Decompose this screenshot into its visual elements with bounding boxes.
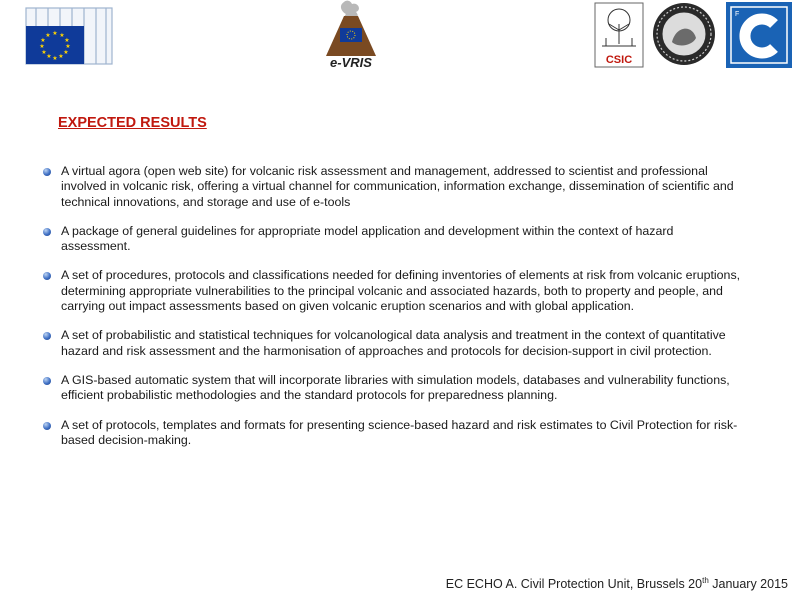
svg-text:★: ★: [52, 30, 58, 37]
svg-text:★: ★: [64, 37, 70, 44]
svg-text:★: ★: [52, 55, 58, 62]
bullet-icon: [43, 168, 51, 176]
bullet-icon: [43, 377, 51, 385]
bullet-icon: [43, 422, 51, 430]
csic-wordmark: CSIC: [605, 54, 633, 66]
eu-flag-small-icon: [340, 28, 362, 42]
svg-text:★: ★: [40, 37, 46, 44]
footer-suffix: January 2015: [708, 577, 788, 591]
svg-text:★: ★: [58, 53, 64, 60]
list-item-text: A GIS-based automatic system that will incorporate libraries with simulation models, databases and vulnerability functions, efficient probabilistic methodologies and the standard protocols for preparedness planning.: [61, 372, 730, 403]
footer-caption: [446, 576, 788, 591]
evris-logo: [316, 0, 386, 72]
list-item-text: A set of procedures, protocols and classifications needed for defining inventories of elements at risk from volcanic eruptions, determining appropriate vulnerabilities to the principal volcanic and associated hazards, both to property and people, and carrying out impact assessments based on given volcanic eruption scenarios and with global application.: [61, 268, 741, 314]
list-item: [40, 224, 744, 255]
list-item: [40, 418, 744, 449]
svg-text:★: ★: [45, 32, 51, 39]
list-item: [40, 328, 744, 359]
svg-text:★: ★: [65, 43, 71, 50]
university-seal-icon: [652, 2, 716, 66]
csic-logo: [594, 2, 644, 68]
footer-prefix: EC ECHO A. Civil Protection Unit, Brussels 20: [445, 577, 703, 591]
svg-text:★: ★: [46, 53, 52, 60]
list-item-text: A package of general guidelines for appropriate model application and development within the context of hazard assessment.: [61, 223, 674, 254]
c-logo-icon: [726, 2, 792, 68]
list-item: [40, 164, 744, 210]
evris-wordmark: e-VRIS: [330, 55, 372, 70]
expected-results-list: [40, 164, 744, 462]
svg-text:★: ★: [41, 49, 47, 56]
bullet-icon: [43, 228, 51, 236]
list-item-text: A set of probabilistic and statistical techniques for volcanological data analysis and treatment in the context of quantitative hazard and risk assessment and the harmonisation of approaches and protocols for decision-support in civil protection.: [61, 328, 726, 358]
list-item-text: A set of protocols, templates and formats for presenting science-based hazard and risk estimates to Civil Protection for risk-based decision-making.: [61, 417, 738, 447]
list-item: [40, 268, 744, 314]
section-heading: EXPECTED RESULTS: [58, 115, 207, 131]
svg-text:★: ★: [39, 43, 45, 50]
bullet-icon: [43, 332, 51, 340]
bullet-icon: [43, 272, 51, 280]
svg-text:★: ★: [59, 32, 65, 39]
footer-superscript: th: [702, 575, 709, 585]
list-item: [40, 373, 744, 404]
svg-text:★: ★: [63, 49, 69, 56]
eu-flag-icon: [26, 26, 84, 64]
list-item-text: A virtual agora (open web site) for volcanic risk assessment and management, addressed to scientist and professional involved in volcanic risk, offering a virtual channel for communication, information exchange, dissemination of scientific and technical innovations, and storage and use of e-tools: [61, 164, 734, 209]
svg-text:F: F: [735, 11, 740, 18]
european-commission-logo: [6, 0, 116, 68]
